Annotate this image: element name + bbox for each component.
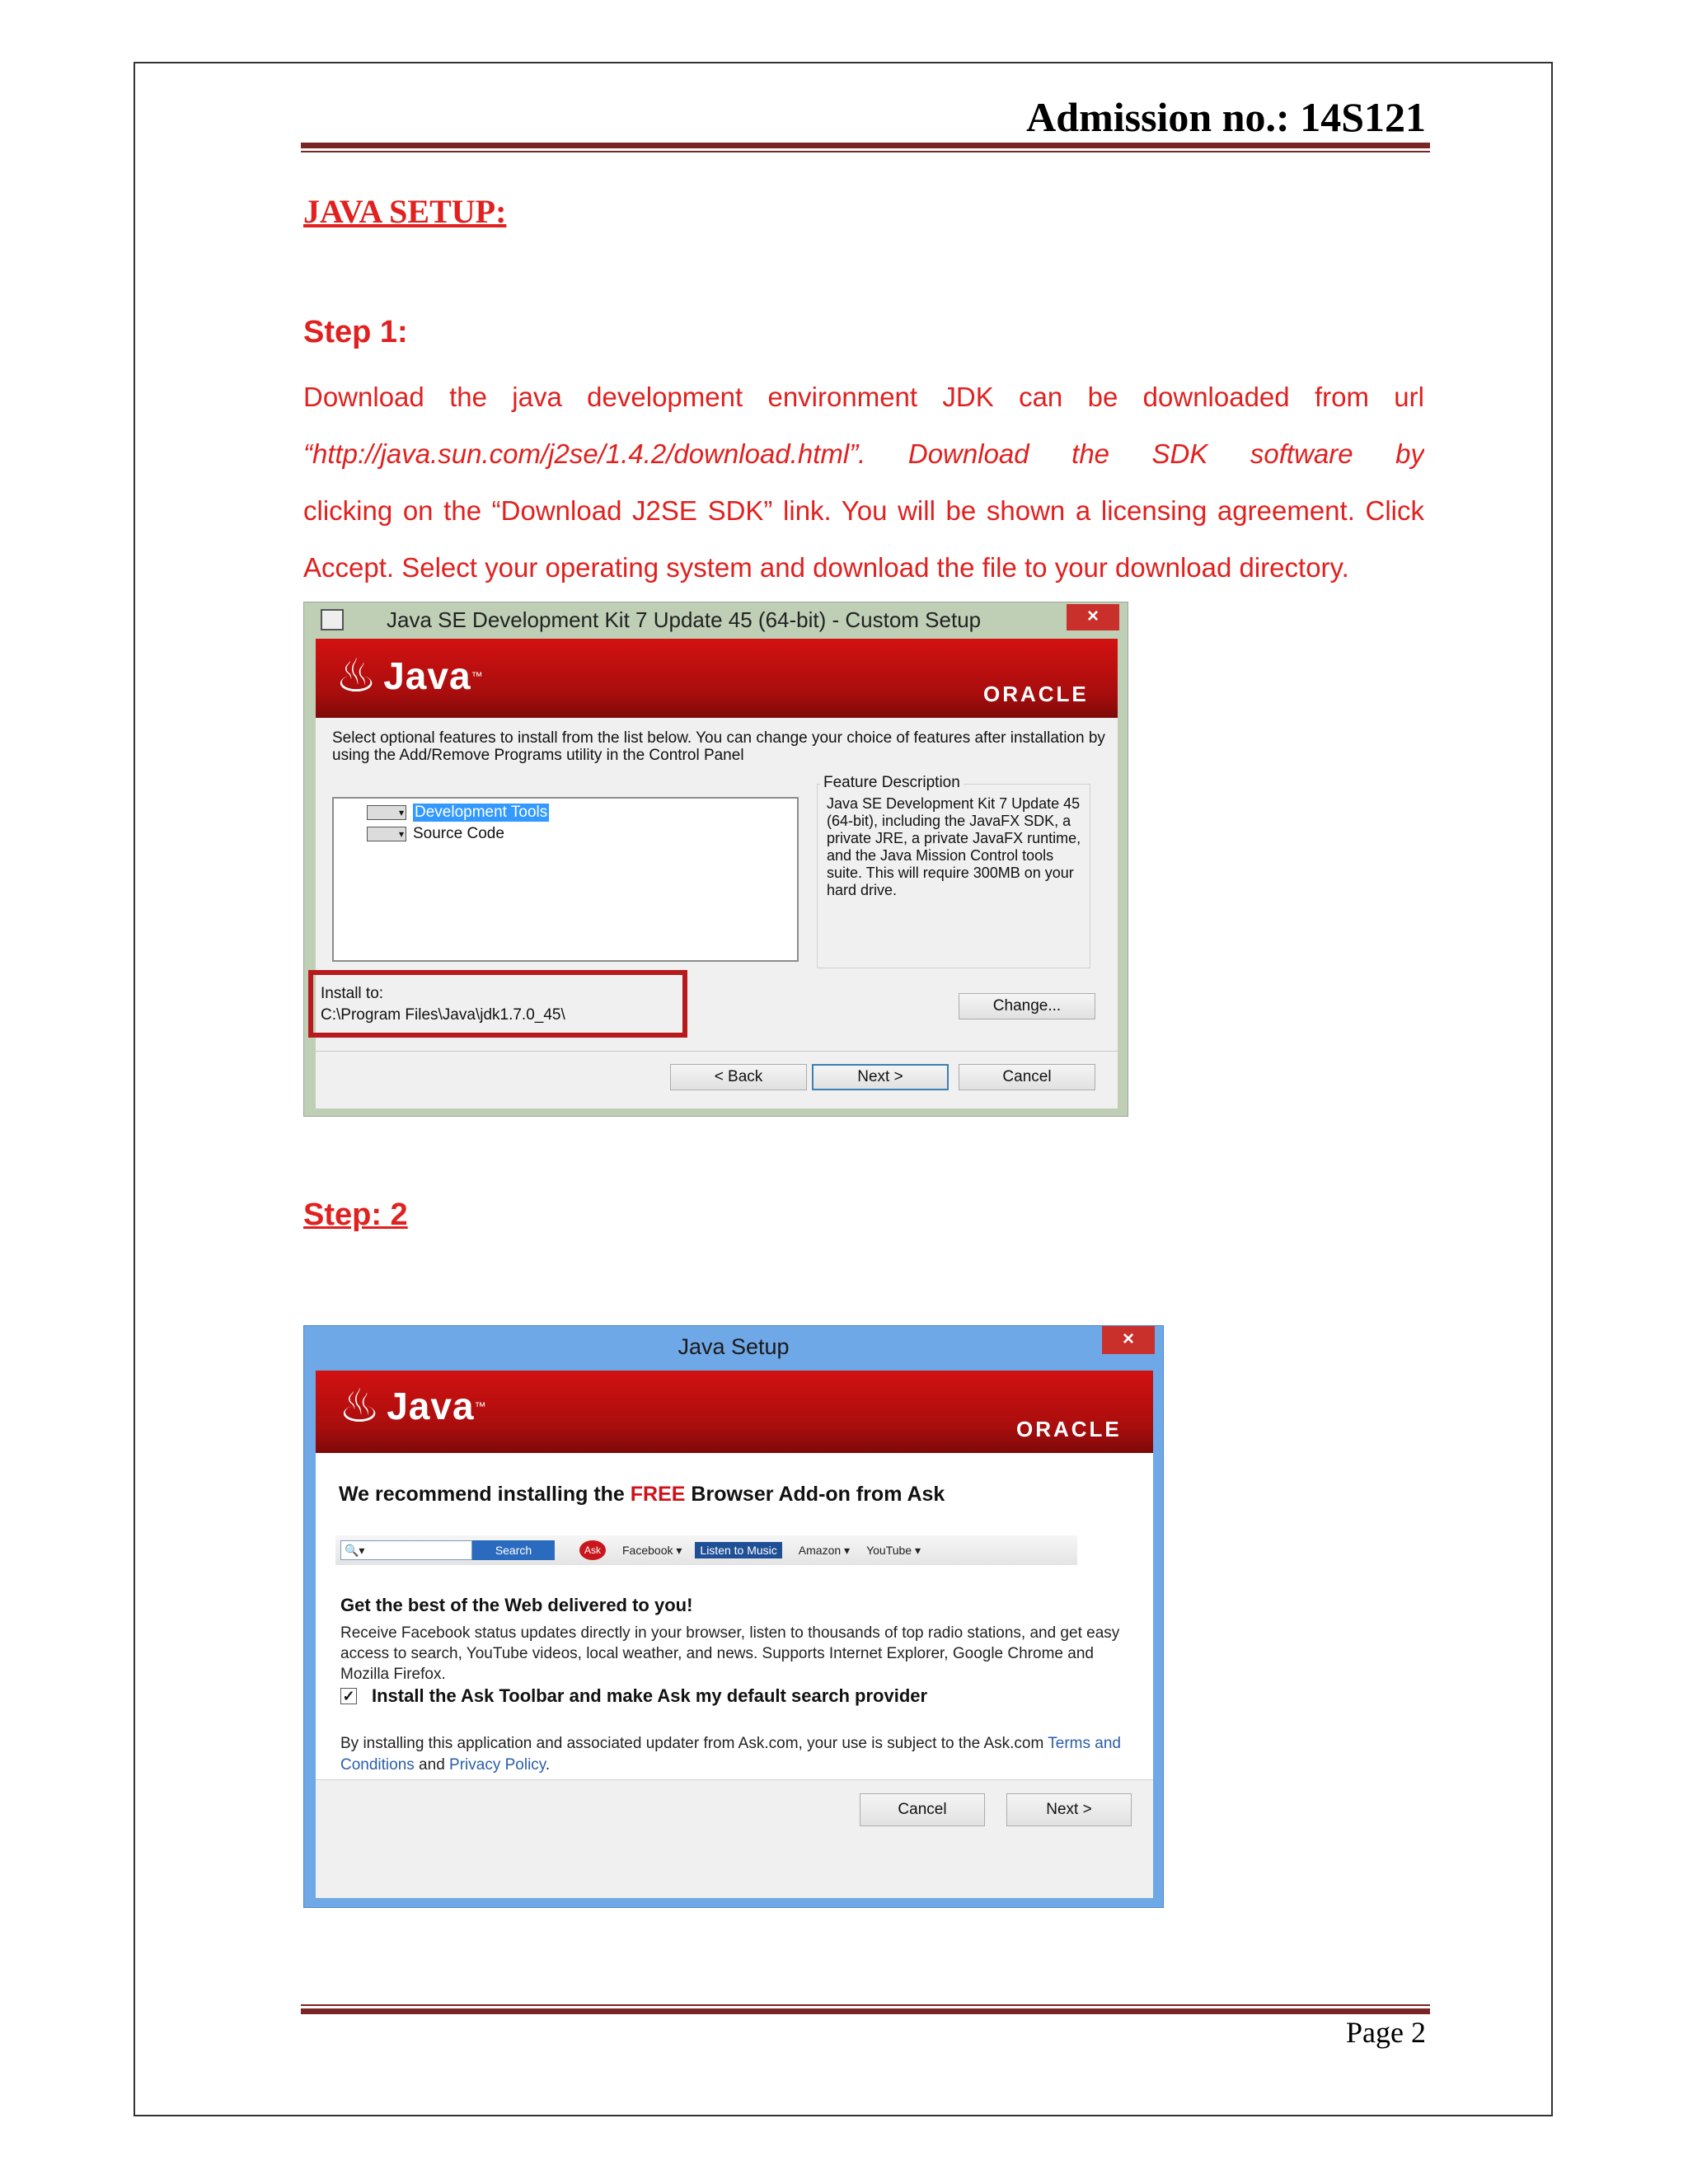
- step2-heading: Step: 2: [303, 1197, 408, 1232]
- ask-toolbar-option[interactable]: [340, 1685, 927, 1707]
- legal-pre: By installing this application and associated updater from Ask.com, your use is subject to the Ask.com: [340, 1735, 1048, 1752]
- java-setup-window: [303, 1325, 1164, 1908]
- installer-icon: [321, 609, 344, 630]
- back-button[interactable]: < Back: [670, 1064, 807, 1090]
- java-banner: [316, 1371, 1153, 1453]
- footer-rule: [301, 2004, 1430, 2014]
- tree-item-label: Source Code: [413, 825, 504, 842]
- checkbox-label: Install the Ask Toolbar and make Ask my default search provider: [372, 1685, 928, 1706]
- music-item: Listen to Music: [695, 1542, 781, 1558]
- step1-heading: Step 1:: [303, 315, 408, 349]
- install-path: C:\Program Files\Java\jdk1.7.0_45\: [321, 1006, 565, 1024]
- tree-item-label: Development Tools: [415, 804, 548, 821]
- section-title: JAVA SETUP:: [303, 193, 507, 230]
- step1-line-2-text: “http://java.sun.com/j2se/1.4.2/download.html”. Download the SDK software by: [303, 438, 1424, 469]
- titlebar[interactable]: [304, 602, 1128, 639]
- change-button[interactable]: Change...: [959, 993, 1095, 1019]
- close-button[interactable]: ×: [1067, 604, 1119, 630]
- java-wordmark: Java: [383, 654, 471, 697]
- header-rule: [301, 143, 1430, 152]
- search-icon: 🔍▾: [340, 1540, 472, 1560]
- close-button[interactable]: ×: [1102, 1326, 1155, 1354]
- dialog-footer: [316, 1780, 1153, 1898]
- oracle-logo: ORACLE: [1016, 1417, 1122, 1441]
- footer-separator: [316, 1051, 1118, 1052]
- step1-line-4: Accept. Select your operating system and download the file to your download directory.: [303, 552, 1349, 583]
- headline-free: FREE: [630, 1483, 686, 1506]
- java-cup-icon: ♨: [335, 649, 377, 701]
- facebook-item: Facebook ▾: [622, 1543, 682, 1557]
- feature-description-title: Feature Description: [820, 774, 964, 792]
- ask-toolbar-preview: [335, 1535, 1077, 1565]
- jdk-custom-setup-window: [303, 602, 1128, 1117]
- step1-line-3: clicking on the “Download J2SE SDK” link. You will be shown a licensing agreement. Click: [303, 495, 1424, 526]
- privacy-link[interactable]: Privacy Policy: [449, 1756, 546, 1774]
- java-logo: [339, 1379, 486, 1433]
- ask-headline: [339, 1483, 945, 1507]
- oracle-logo: ORACLE: [983, 682, 1089, 706]
- java-tm: ™: [474, 1399, 486, 1413]
- ask-body-text: Receive Facebook status updates directly in your browser, listen to thousands of top radio stations, and get easy access to search, YouTube videos, local weather, and news. Supports Internet Explorer, Google Chrome and Mozilla Firefox.: [340, 1624, 1120, 1683]
- amazon-item: Amazon ▾: [798, 1543, 851, 1557]
- window-title: Java Setup: [678, 1334, 790, 1359]
- instructions-text: Select optional features to install from the list below. You can change your choice of features after installation by using the Add/Remove Programs utility in the Control Panel: [332, 729, 1105, 764]
- toolbar-search-button: Search: [472, 1540, 555, 1560]
- install-path-highlight: [308, 970, 687, 1038]
- legal-end: .: [545, 1756, 551, 1774]
- drive-dropdown-icon[interactable]: ▾: [367, 827, 406, 841]
- feature-description-text: Java SE Development Kit 7 Update 45 (64-bit), including the JavaFX SDK, a private JRE, a private JavaFX runtime, and the Java Mission Control tools suite. This will require 300MB on your hard drive.: [827, 795, 1081, 898]
- step1-line-1: Download the java development environment JDK can be downloaded from url: [303, 382, 1424, 412]
- youtube-item: YouTube ▾: [866, 1543, 921, 1557]
- step1-line-2: [303, 425, 1424, 482]
- java-logo: [335, 649, 483, 703]
- java-cup-icon: ♨: [339, 1380, 381, 1432]
- window-title: Java SE Development Kit 7 Update 45 (64-bit) - Custom Setup: [387, 607, 982, 632]
- page-number: Page 2: [1346, 2016, 1426, 2049]
- tree-item-source-code[interactable]: [367, 825, 504, 843]
- headline-pre: We recommend installing the: [339, 1483, 631, 1506]
- legal-and: and: [414, 1756, 450, 1774]
- java-tm: ™: [471, 669, 483, 682]
- drive-dropdown-icon[interactable]: ▾: [367, 805, 406, 820]
- java-wordmark: Java: [387, 1385, 475, 1427]
- install-to-label: Install to:: [321, 985, 384, 1002]
- ask-logo-icon: Ask: [579, 1540, 606, 1560]
- tree-item-development-tools[interactable]: [367, 804, 549, 822]
- terms-link[interactable]: Terms and Conditions: [340, 1735, 1121, 1774]
- next-button[interactable]: Next >: [812, 1064, 949, 1090]
- cancel-button[interactable]: Cancel: [860, 1793, 985, 1826]
- cancel-button[interactable]: Cancel: [959, 1064, 1095, 1090]
- headline-post: Browser Add-on from Ask: [685, 1483, 945, 1506]
- dialog-body: [316, 1453, 1153, 1898]
- step1-paragraph: [303, 368, 1424, 596]
- dialog-body: [316, 718, 1118, 1108]
- feature-tree[interactable]: [332, 797, 799, 962]
- admission-number: Admission no.: 14S121: [1026, 94, 1426, 140]
- java-banner: [316, 639, 1118, 718]
- legal-text: [340, 1733, 1132, 1776]
- install-ask-checkbox[interactable]: ✓: [340, 1688, 357, 1704]
- next-button[interactable]: Next >: [1006, 1793, 1132, 1826]
- ask-subheading: Get the best of the Web delivered to you!: [340, 1595, 693, 1615]
